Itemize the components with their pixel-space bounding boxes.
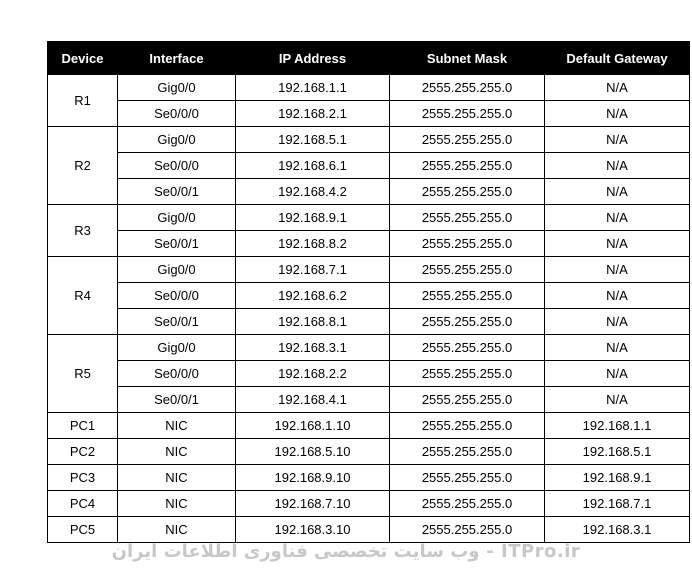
device-cell: R1	[48, 75, 118, 127]
table-row	[48, 153, 690, 179]
device-cell: PC2	[48, 439, 118, 465]
subnet-mask-cell: 2555.255.255.0	[390, 361, 545, 387]
table-row	[48, 309, 690, 335]
interface-cell: Gig0/0	[118, 335, 236, 361]
subnet-mask-cell: 2555.255.255.0	[390, 517, 545, 543]
table-header	[48, 42, 690, 75]
subnet-mask-cell: 2555.255.255.0	[390, 179, 545, 205]
table-row	[48, 283, 690, 309]
device-cell: PC5	[48, 517, 118, 543]
default-gateway-cell: N/A	[545, 101, 690, 127]
table-row	[48, 517, 690, 543]
table-row	[48, 231, 690, 257]
interface-cell: Se0/0/0	[118, 283, 236, 309]
header-row	[48, 42, 690, 75]
subnet-mask-cell: 2555.255.255.0	[390, 413, 545, 439]
subnet-mask-cell: 2555.255.255.0	[390, 127, 545, 153]
interface-cell: Se0/0/1	[118, 387, 236, 413]
default-gateway-cell: N/A	[545, 257, 690, 283]
default-gateway-cell: N/A	[545, 75, 690, 101]
subnet-mask-cell: 2555.255.255.0	[390, 231, 545, 257]
table-row	[48, 335, 690, 361]
interface-cell: Gig0/0	[118, 75, 236, 101]
subnet-mask-cell: 2555.255.255.0	[390, 257, 545, 283]
ip-address-cell: 192.168.8.2	[236, 231, 390, 257]
header-interface: Interface	[118, 42, 236, 75]
ip-address-cell: 192.168.2.2	[236, 361, 390, 387]
interface-cell: Se0/0/1	[118, 309, 236, 335]
subnet-mask-cell: 2555.255.255.0	[390, 335, 545, 361]
interface-cell: NIC	[118, 517, 236, 543]
ip-address-cell: 192.168.2.1	[236, 101, 390, 127]
default-gateway-cell: N/A	[545, 309, 690, 335]
ip-address-cell: 192.168.7.10	[236, 491, 390, 517]
header-subnet-mask: Subnet Mask	[390, 42, 545, 75]
ip-address-cell: 192.168.1.1	[236, 75, 390, 101]
default-gateway-cell: N/A	[545, 361, 690, 387]
table-row	[48, 101, 690, 127]
table-row	[48, 257, 690, 283]
default-gateway-cell: N/A	[545, 387, 690, 413]
table-row	[48, 439, 690, 465]
interface-cell: Se0/0/0	[118, 153, 236, 179]
interface-cell: Se0/0/1	[118, 179, 236, 205]
ip-address-cell: 192.168.5.10	[236, 439, 390, 465]
table-row	[48, 387, 690, 413]
default-gateway-cell: 192.168.1.1	[545, 413, 690, 439]
subnet-mask-cell: 2555.255.255.0	[390, 153, 545, 179]
subnet-mask-cell: 2555.255.255.0	[390, 205, 545, 231]
default-gateway-cell: N/A	[545, 283, 690, 309]
device-cell: R5	[48, 335, 118, 413]
subnet-mask-cell: 2555.255.255.0	[390, 101, 545, 127]
ip-address-cell: 192.168.3.1	[236, 335, 390, 361]
default-gateway-cell: 192.168.3.1	[545, 517, 690, 543]
ip-address-cell: 192.168.1.10	[236, 413, 390, 439]
header-ip-address: IP Address	[236, 42, 390, 75]
interface-cell: Gig0/0	[118, 127, 236, 153]
table-body	[48, 75, 690, 543]
addressing-table	[47, 41, 690, 543]
interface-cell: Gig0/0	[118, 205, 236, 231]
subnet-mask-cell: 2555.255.255.0	[390, 387, 545, 413]
table-row	[48, 75, 690, 101]
ip-address-cell: 192.168.7.1	[236, 257, 390, 283]
table-row	[48, 491, 690, 517]
device-cell: PC3	[48, 465, 118, 491]
table-row	[48, 361, 690, 387]
ip-address-cell: 192.168.9.10	[236, 465, 390, 491]
ip-address-cell: 192.168.8.1	[236, 309, 390, 335]
default-gateway-cell: N/A	[545, 179, 690, 205]
subnet-mask-cell: 2555.255.255.0	[390, 75, 545, 101]
default-gateway-cell: N/A	[545, 231, 690, 257]
ip-address-cell: 192.168.4.2	[236, 179, 390, 205]
device-cell: PC1	[48, 413, 118, 439]
subnet-mask-cell: 2555.255.255.0	[390, 491, 545, 517]
ip-address-cell: 192.168.6.2	[236, 283, 390, 309]
ip-address-cell: 192.168.5.1	[236, 127, 390, 153]
watermark: ITPro.ir - وب سایت تخصصی فناوری اطلاعات ایران	[111, 541, 581, 562]
device-cell: R2	[48, 127, 118, 205]
table-row	[48, 179, 690, 205]
interface-cell: NIC	[118, 491, 236, 517]
default-gateway-cell: N/A	[545, 127, 690, 153]
table-row	[48, 127, 690, 153]
table-row	[48, 465, 690, 491]
ip-address-cell: 192.168.3.10	[236, 517, 390, 543]
ip-address-cell: 192.168.6.1	[236, 153, 390, 179]
device-cell: R4	[48, 257, 118, 335]
interface-cell: Se0/0/1	[118, 231, 236, 257]
header-default-gateway: Default Gateway	[545, 42, 690, 75]
default-gateway-cell: 192.168.5.1	[545, 439, 690, 465]
interface-cell: Se0/0/0	[118, 101, 236, 127]
interface-cell: NIC	[118, 439, 236, 465]
interface-cell: Gig0/0	[118, 257, 236, 283]
interface-cell: NIC	[118, 413, 236, 439]
header-device: Device	[48, 42, 118, 75]
subnet-mask-cell: 2555.255.255.0	[390, 309, 545, 335]
ip-address-cell: 192.168.4.1	[236, 387, 390, 413]
default-gateway-cell: N/A	[545, 205, 690, 231]
table-row	[48, 205, 690, 231]
subnet-mask-cell: 2555.255.255.0	[390, 465, 545, 491]
default-gateway-cell: 192.168.9.1	[545, 465, 690, 491]
default-gateway-cell: N/A	[545, 153, 690, 179]
interface-cell: Se0/0/0	[118, 361, 236, 387]
device-cell: PC4	[48, 491, 118, 517]
device-cell: R3	[48, 205, 118, 257]
subnet-mask-cell: 2555.255.255.0	[390, 283, 545, 309]
table-row	[48, 413, 690, 439]
default-gateway-cell: 192.168.7.1	[545, 491, 690, 517]
subnet-mask-cell: 2555.255.255.0	[390, 439, 545, 465]
default-gateway-cell: N/A	[545, 335, 690, 361]
ip-address-cell: 192.168.9.1	[236, 205, 390, 231]
interface-cell: NIC	[118, 465, 236, 491]
